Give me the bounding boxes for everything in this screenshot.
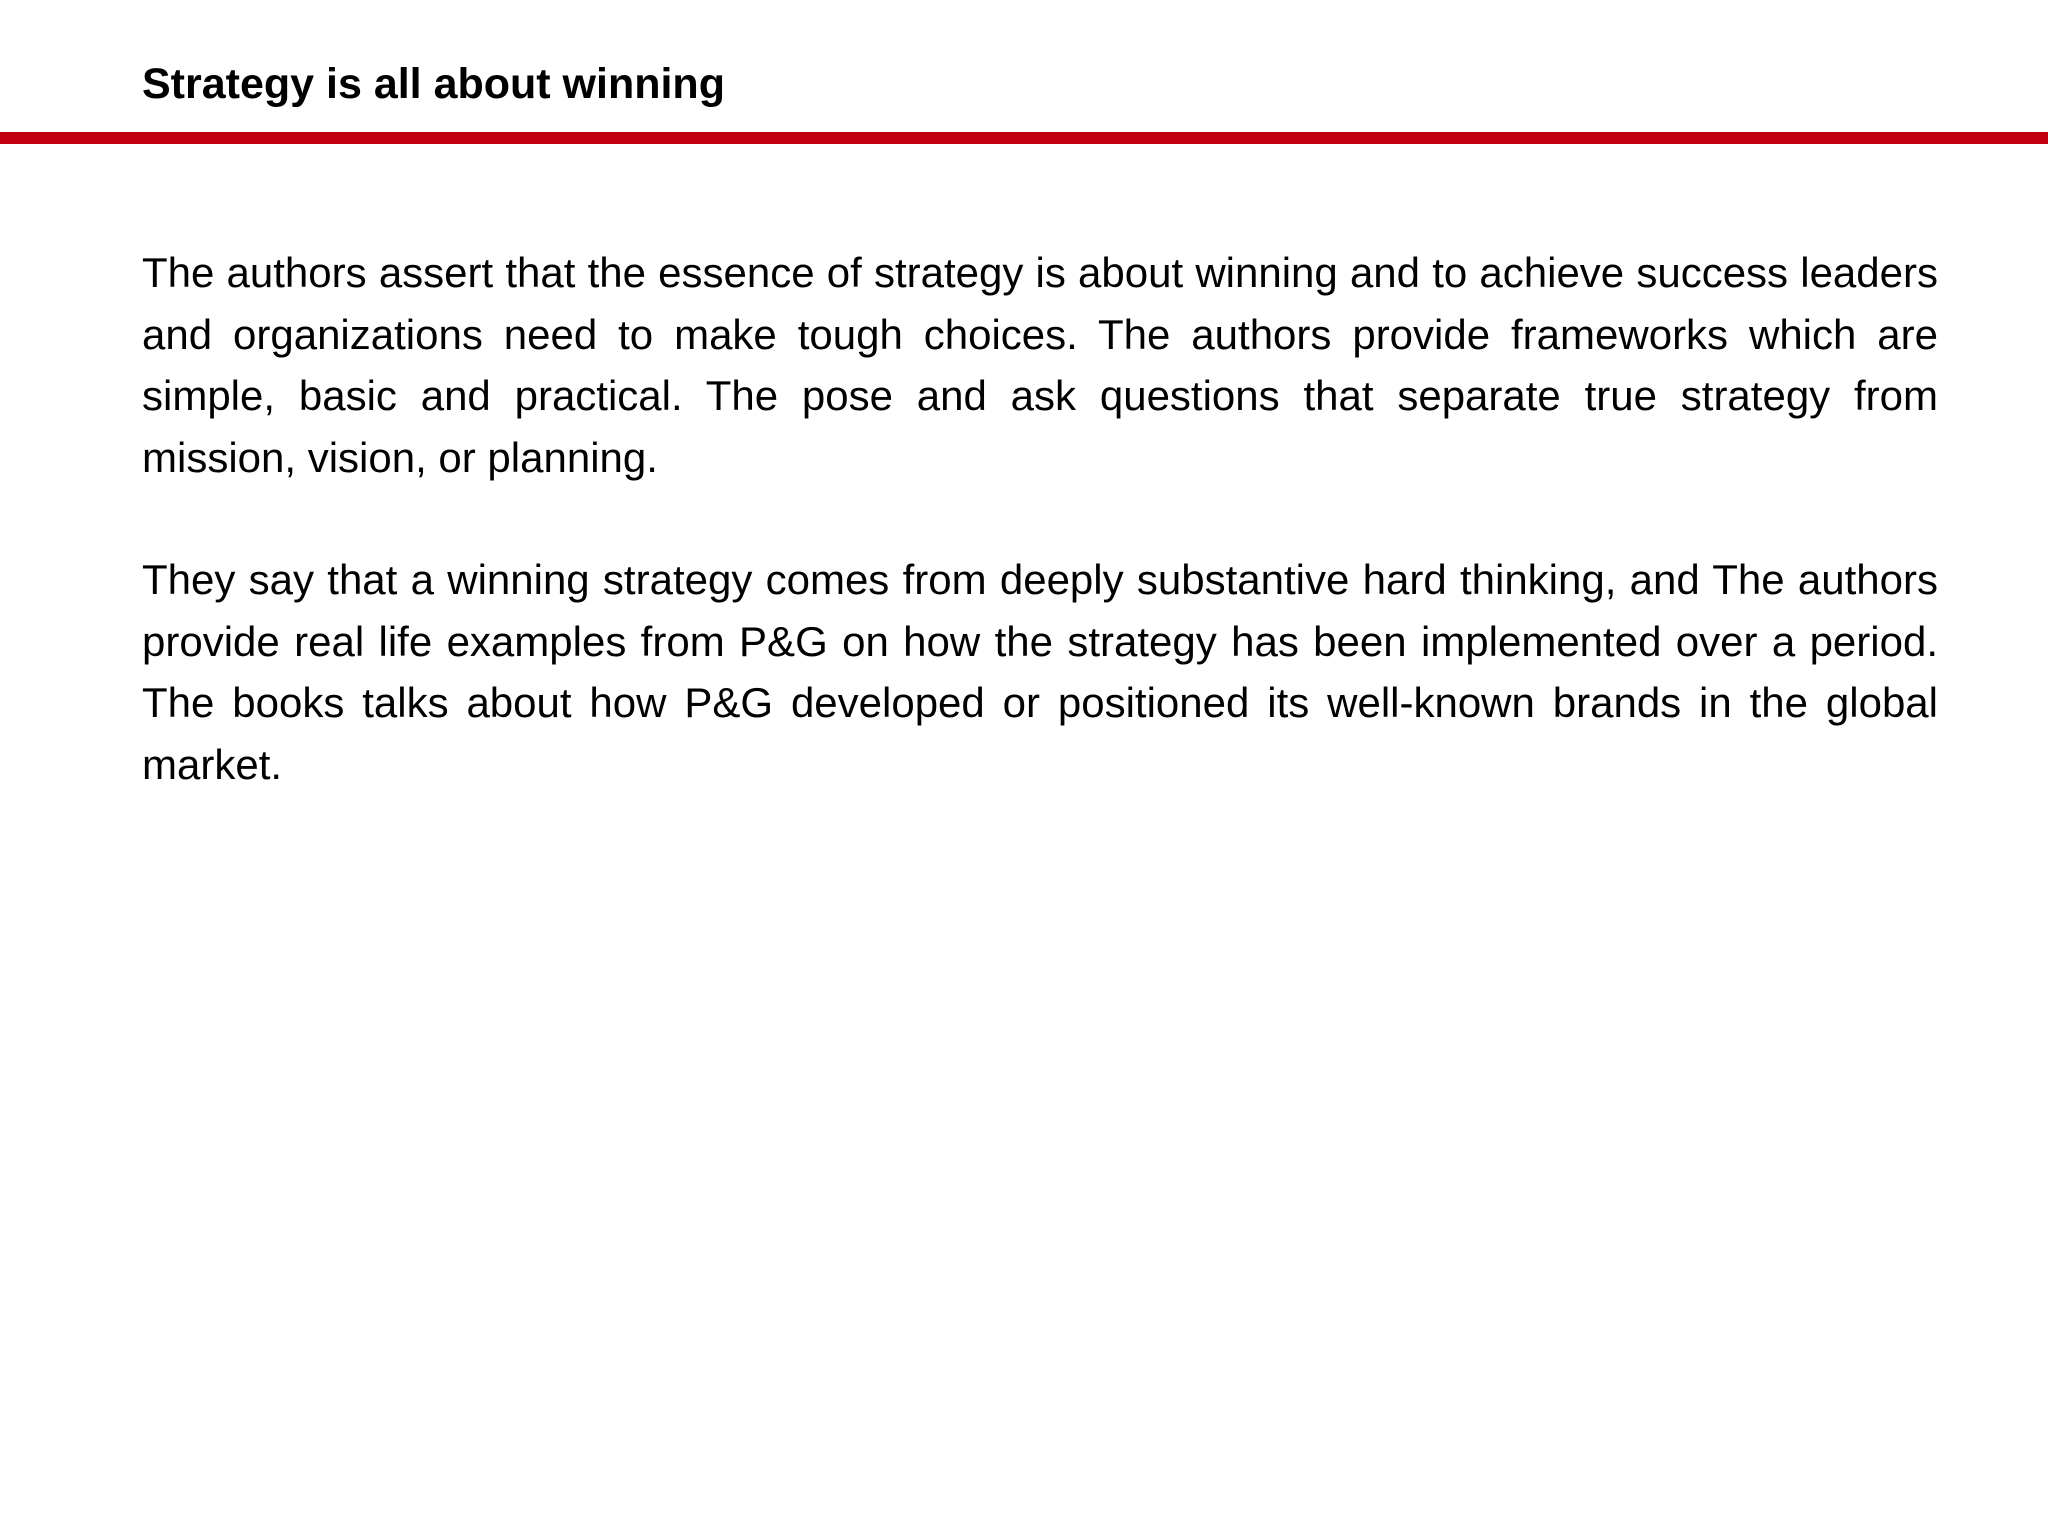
title-divider — [0, 132, 2048, 144]
body-paragraph-2: They say that a winning strategy comes from deeply substantive hard thinking, and The authors provide real life examples from P&G on how the strategy has been implemented over a period. The books talks about how P&G developed or positioned its well-known brands in the global market. — [142, 556, 1938, 788]
slide-title: Strategy is all about winning — [142, 60, 725, 108]
slide-body — [142, 242, 1938, 856]
body-paragraph-1: The authors assert that the essence of strategy is about winning and to achieve success leaders and organizations need to make tough choices. The authors provide frameworks which are simple, basic and practical. The pose and ask questions that separate true strategy from mission, vision, or planning. — [142, 249, 1938, 481]
